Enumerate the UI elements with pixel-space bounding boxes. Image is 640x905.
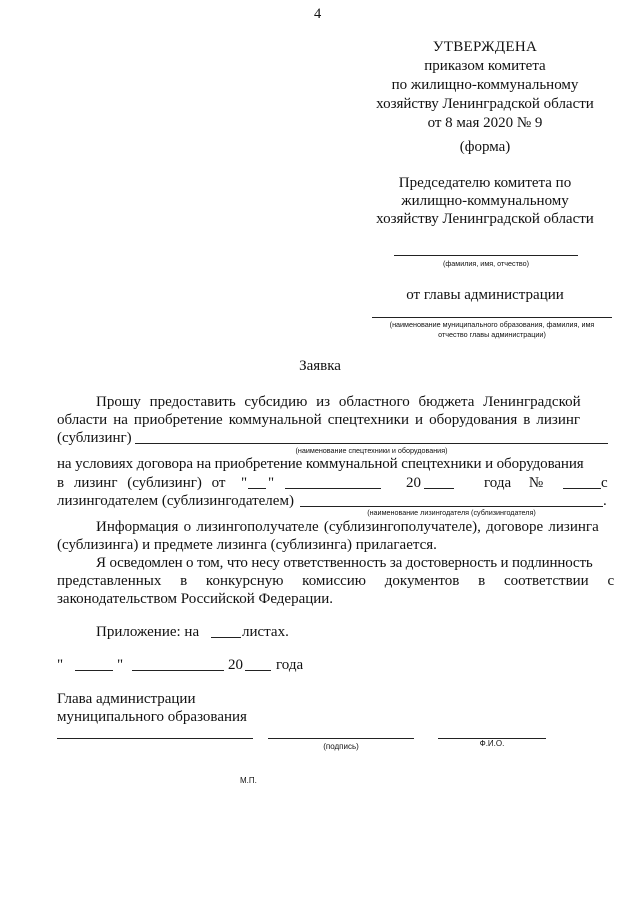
p2-year-word: года № — [484, 475, 544, 491]
from-caption-line: (наименование муниципального образования, фамилия, имя — [389, 320, 595, 329]
date-year-field[interactable] — [245, 670, 271, 671]
attachment-sheets-field[interactable] — [211, 637, 241, 638]
signature-title-line2: муниципального образования — [57, 709, 247, 725]
stamp-label: М.П. — [240, 776, 257, 785]
equipment-caption: (наименование спецтехники и оборудования) — [295, 446, 448, 455]
contract-year-field[interactable] — [424, 488, 454, 489]
lessor-caption: (наименование лизингодателя (сублизингодателя) — [367, 508, 536, 517]
p2-year: 20 — [406, 475, 421, 491]
approval-date: от 8 мая 2020 № 9 — [427, 115, 543, 131]
p4-line2: представленных в конкурсную комиссию документов в соответствии с — [57, 573, 615, 589]
p2-line2-a: в лизинг (сублизинг) от — [57, 475, 226, 491]
attachment-suffix: листах. — [242, 624, 289, 640]
contract-number-field[interactable] — [563, 488, 601, 489]
approval-line: приказом комитета — [424, 58, 546, 74]
signature-title-line1: Глава администрации — [57, 691, 196, 707]
p1-line3-prefix: (сублизинг) — [57, 430, 132, 446]
date-month-field[interactable] — [132, 670, 224, 671]
page-number: 4 — [314, 6, 322, 22]
form-label: (форма) — [459, 139, 511, 155]
signature-sign-line[interactable] — [268, 738, 414, 739]
from-line[interactable] — [372, 317, 612, 318]
date-year-word: года — [276, 657, 304, 673]
signature-position-line[interactable] — [57, 738, 253, 739]
p1-line2: области на приобретение коммунальной спецтехники и оборудования в лизинг — [57, 412, 581, 428]
p1-line1-row — [96, 394, 608, 411]
p2-line3-prefix: лизингодателем (сублизингодателем) — [57, 493, 294, 509]
p3-line1: Информация о лизингополучателе (сублизингополучателе), договоре лизинга — [96, 519, 599, 535]
date-quote-close: " — [117, 657, 124, 673]
addressee-block — [360, 174, 610, 228]
addressee-line: жилищно-коммунальному — [401, 193, 569, 209]
equipment-line[interactable] — [135, 443, 608, 444]
contract-month-field[interactable] — [285, 488, 381, 489]
approval-title: УТВЕРЖДЕНА — [432, 39, 538, 55]
p2-quote-close: " — [268, 475, 275, 491]
name-caption: Ф.И.О. — [479, 739, 505, 748]
approval-line: хозяйству Ленинградской области — [376, 96, 594, 112]
from-caption — [362, 320, 622, 340]
p1-line1-text: Прошу предоставить субсидию из областного бюджета Ленинградской — [96, 394, 581, 410]
p1-line1 — [96, 394, 608, 411]
date-day-field[interactable] — [75, 670, 113, 671]
p2-with: с — [601, 475, 608, 491]
p3-line2: (сублизинга) и предмете лизинга (сублизинга) прилагается. — [57, 537, 437, 553]
from-caption-line: отчество главы администрации) — [438, 330, 546, 339]
sign-caption: (подпись) — [323, 742, 359, 751]
approval-block — [360, 38, 610, 133]
contract-day-field[interactable] — [248, 488, 266, 489]
addressee-line: хозяйству Ленинградской области — [376, 211, 594, 227]
p2-quote-open: " — [241, 475, 248, 491]
doc-title: Заявка — [299, 358, 341, 374]
addressee-line: Председателю комитета по — [398, 175, 572, 191]
date-quote-open: " — [57, 657, 64, 673]
p4-line1: Я осведомлен о том, что несу ответственность за достоверность и подлинность — [96, 555, 593, 571]
addressee-name-line[interactable] — [394, 255, 578, 256]
lessor-line[interactable] — [300, 506, 603, 507]
p4-line3: законодательством Российской Федерации. — [57, 591, 334, 607]
attachment-prefix: Приложение: на — [96, 624, 200, 640]
date-year: 20 — [228, 657, 243, 673]
p2-line3-end: . — [603, 493, 607, 509]
approval-line: по жилищно-коммунальному — [391, 77, 579, 93]
p2-line1: на условиях договора на приобретение коммунальной спецтехники и оборудования — [57, 456, 584, 472]
from-label: от главы администрации — [406, 287, 564, 303]
addressee-name-caption: (фамилия, имя, отчество) — [442, 259, 530, 268]
